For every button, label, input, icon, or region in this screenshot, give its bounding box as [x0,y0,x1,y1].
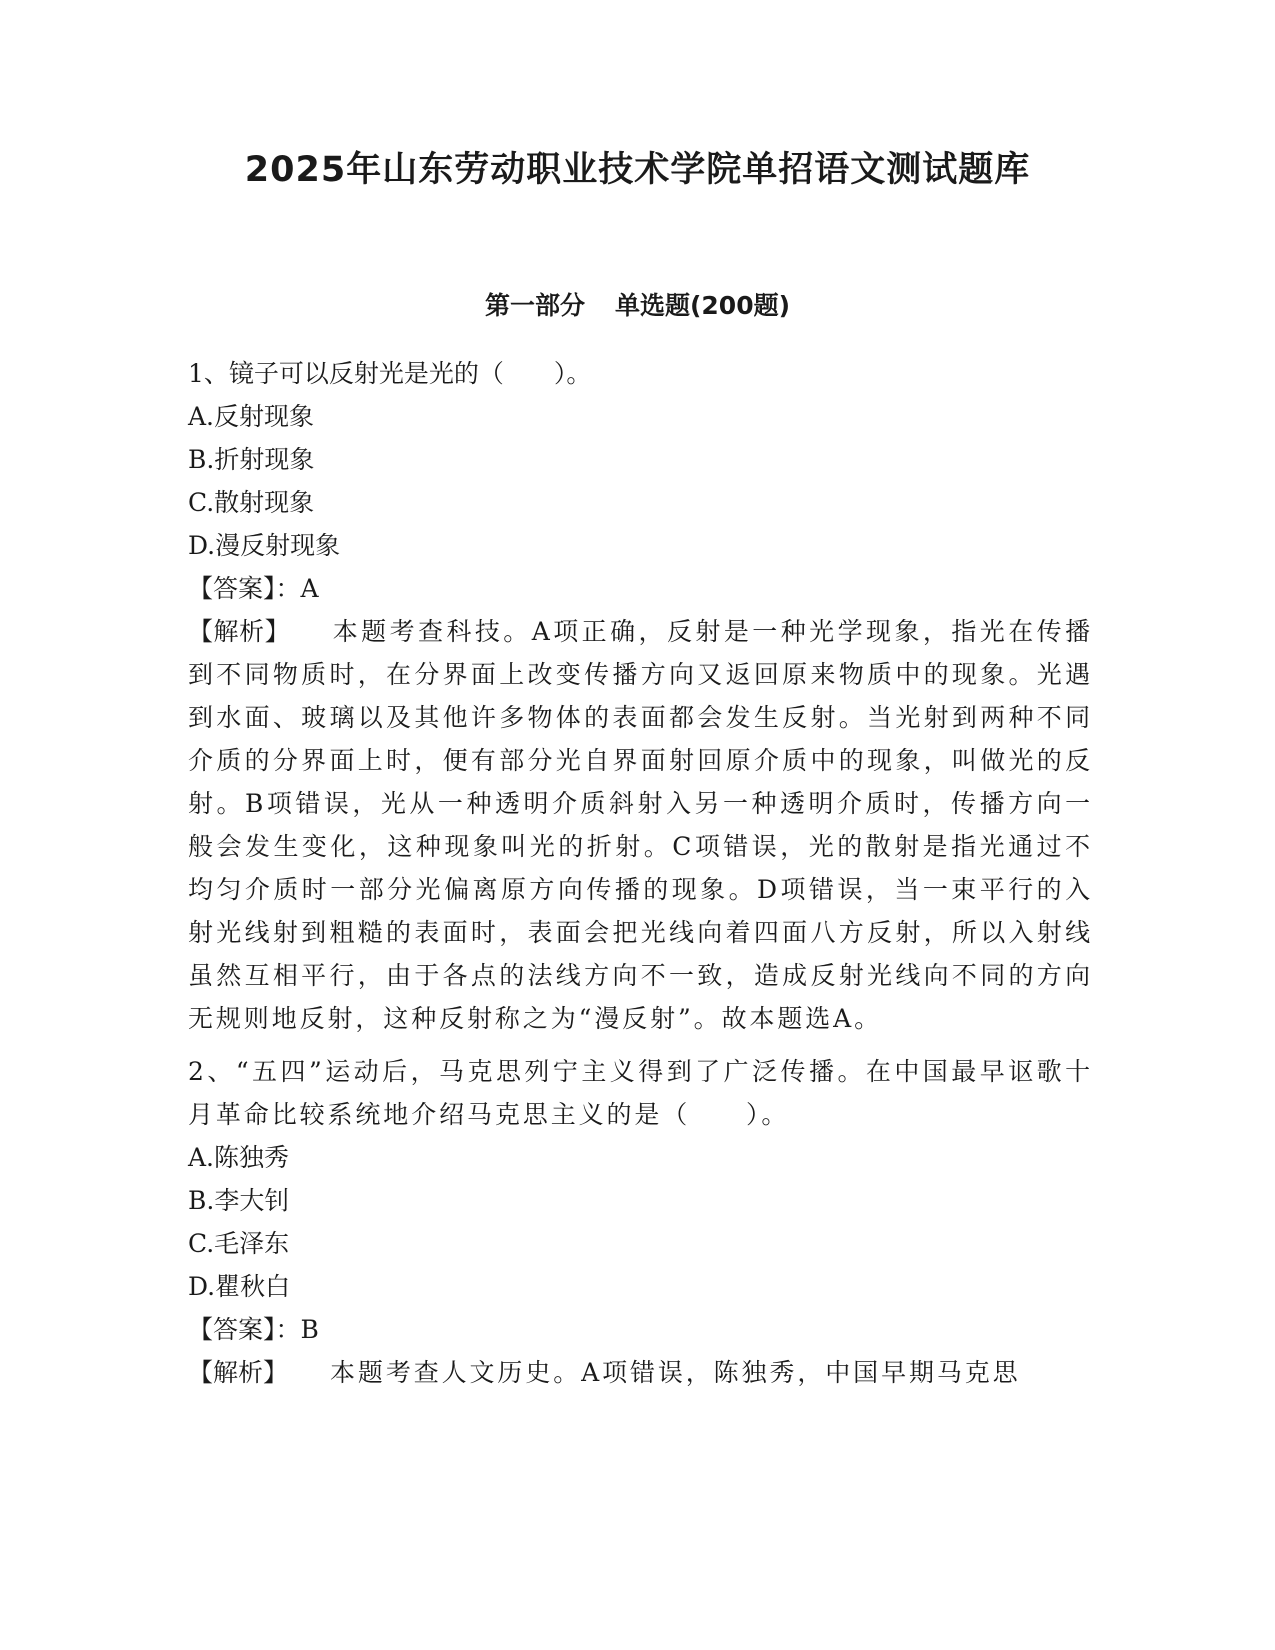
analysis-paragraph [188,1351,1093,1394]
section-name: 单选题(200题) [614,291,791,320]
option-c: C.散射现象 [188,488,315,517]
answer-label: 【答案】： [188,574,301,603]
option-d: D.漫反射现象 [188,531,341,560]
section-part: 第一部分 [484,291,585,320]
question-2 [188,1050,1093,1394]
answer-value: B [300,1315,319,1344]
answer-label: 【答案】： [188,1315,301,1344]
option-a: A.陈独秀 [188,1143,290,1172]
option-b: B.李大钊 [188,1186,290,1215]
analysis-label: 【解析】 [188,1358,289,1387]
option-d: D.瞿秋白 [188,1272,291,1301]
analysis-paragraph [188,610,1093,1040]
analysis-text: 本题考查科技。A项正确，反射是一种光学现象，指光在传播到不同物质时，在分界面上改变传播方向又返回原来物质中的现象。光遇到水面、玻璃以及其他许多物体的表面都会发生反射。当光射到两种不同介质的分界面上时，便有部分光自界面射回原介质中的现象，叫做光的反射。B项错误，光从一种透明介质斜射入另一种透明介质时，传播方向一般会发生变化，这种现象叫光的折射。C项错误，光的散射是指光通过不均匀介质时一部分光偏离原方向传播的现象。D项错误，当一束平行的入射光线射到粗糙的表面时，表面会把光线向着四面八方反射，所以入射线虽然互相平行，由于各点的法线方向不一致，造成反射光线向不同的方向无规则地反射，这种反射称之为“漫反射”。故本题选A。 [188,617,1093,1033]
option-c: C.毛泽东 [188,1229,290,1258]
question-stem: 1、镜子可以反射光是光的（ ）。 [188,359,592,388]
question-list [188,352,1093,1394]
analysis-label: 【解析】 [188,617,291,646]
answer-row [188,1308,1093,1351]
answer-value: A [300,574,319,603]
analysis-text: 本题考查人文历史。A项错误，陈独秀，中国早期马克思 [330,1358,1021,1387]
answer-row [188,567,1093,610]
document-title: 2025年山东劳动职业技术学院单招语文测试题库 [244,150,1031,190]
question-stem: 2、“五四”运动后，马克思列宁主义得到了广泛传播。在中国最早讴歌十月革命比较系统地介绍马克思主义的是（ ）。 [188,1057,1093,1129]
question-1 [188,352,1093,1040]
option-b: B.折射现象 [188,445,315,474]
option-a: A.反射现象 [188,402,315,431]
section-heading [0,290,1275,322]
